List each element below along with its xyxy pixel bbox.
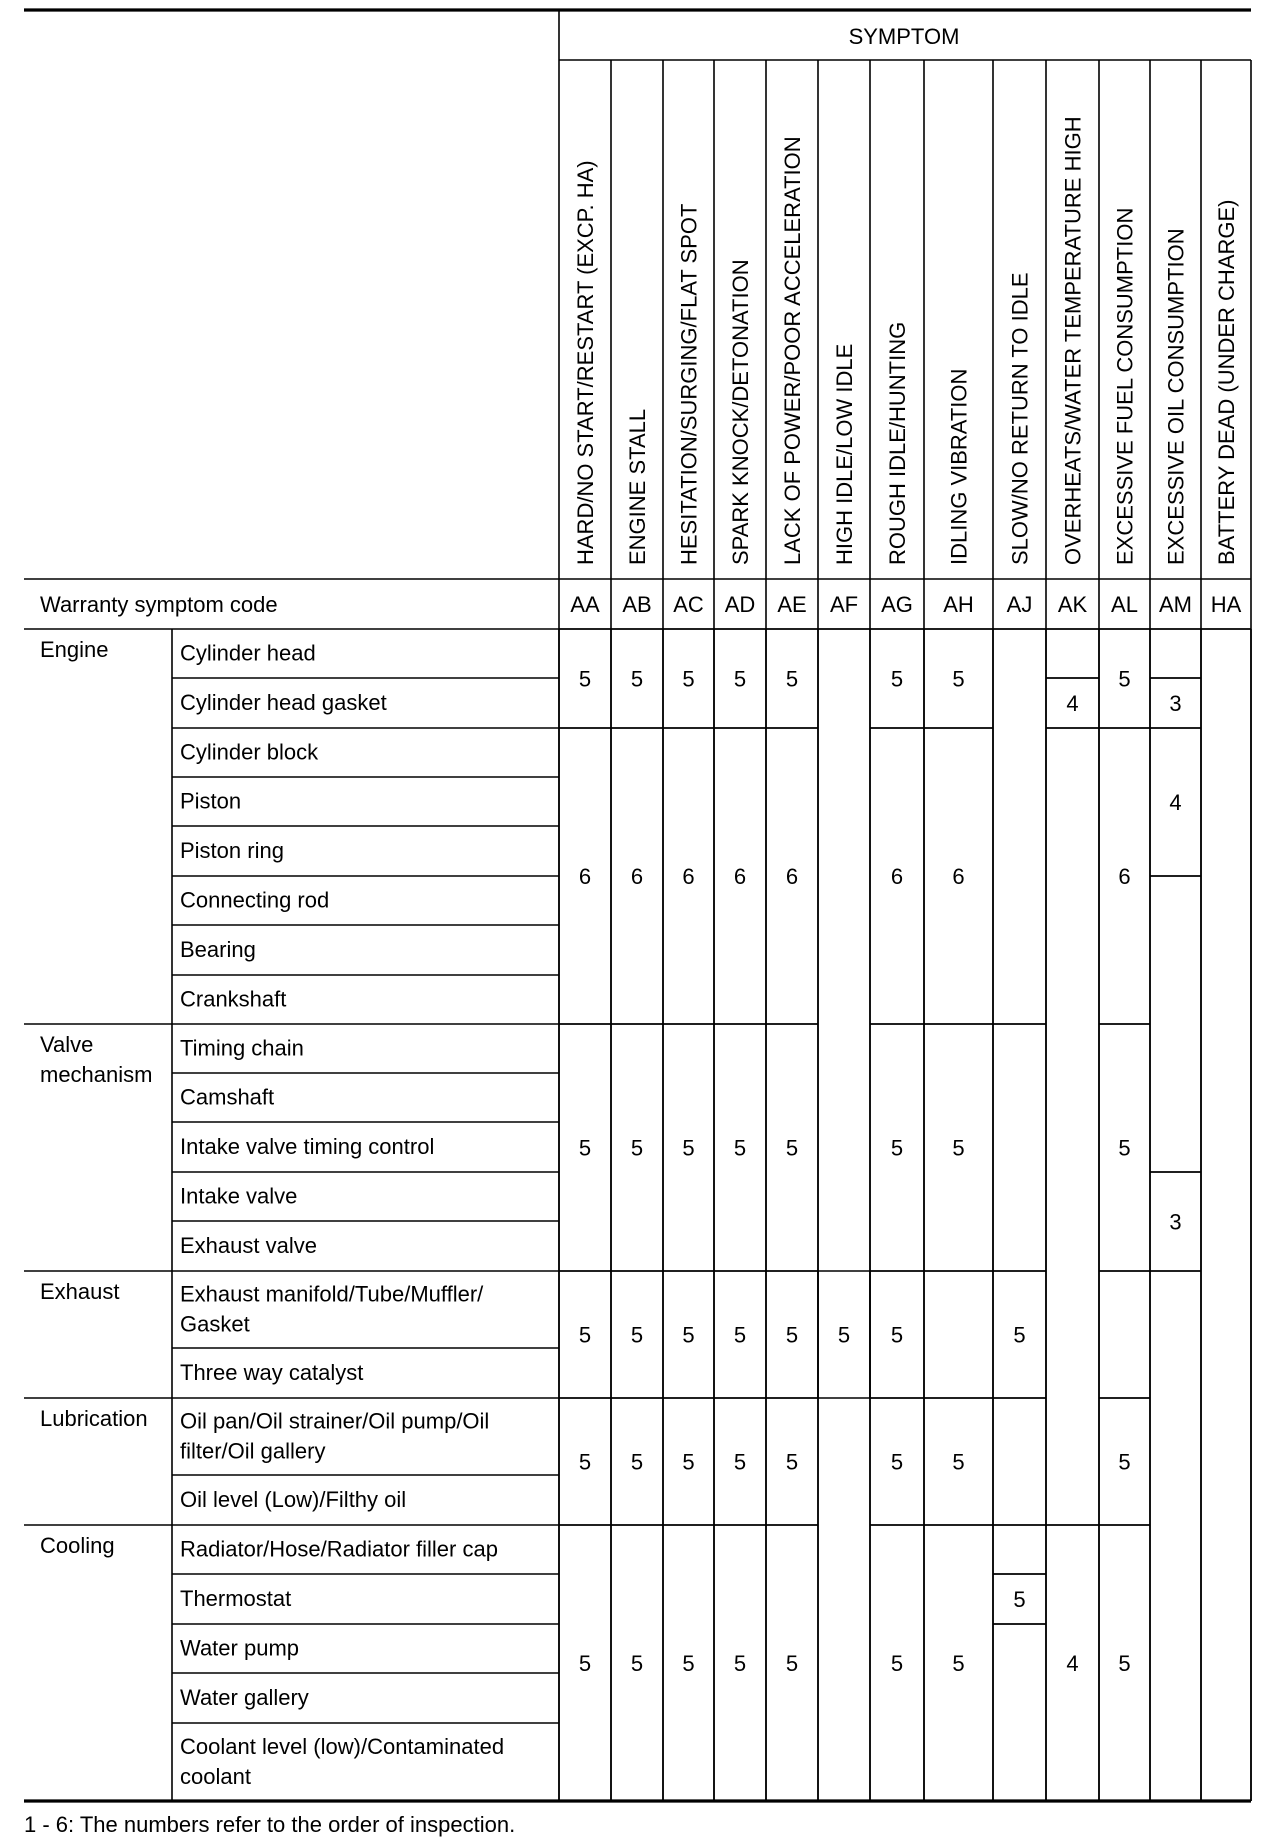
inspection-order-value: 5: [1013, 1322, 1026, 1348]
inspection-order-value: 5: [630, 1651, 644, 1676]
inspection-order-value: 6: [733, 864, 747, 889]
symptom-code: AG: [881, 592, 913, 617]
part-name: Oil pan/Oil strainer/Oil pump/Oil: [180, 1408, 490, 1434]
inspection-order-value: 5: [1118, 666, 1131, 692]
group-name: Engine: [40, 637, 109, 662]
inspection-order-value: 5: [578, 1449, 592, 1475]
part-name: Exhaust manifold/Tube/Muffler/: [180, 1281, 484, 1307]
symptom-label: EXCESSIVE FUEL CONSUMPTION: [1112, 207, 1138, 565]
inspection-order-value: 5: [1013, 1587, 1026, 1612]
inspection-order-value: 5: [578, 1651, 592, 1676]
symptom-code-row: [570, 592, 1241, 617]
inspection-order-value: 5: [952, 1449, 965, 1475]
part-name: filter/Oil gallery: [180, 1438, 326, 1464]
part-name: Three way catalyst: [180, 1360, 364, 1385]
inspection-order-value: 5: [890, 1322, 904, 1348]
inspection-order-value: 5: [785, 1449, 799, 1475]
inspection-order-value: 5: [785, 1651, 799, 1676]
group-name: Cooling: [40, 1533, 115, 1558]
inspection-order-value: 5: [733, 666, 747, 692]
part-name: Water pump: [180, 1635, 300, 1661]
symptom-code: AJ: [1006, 592, 1033, 617]
symptom-label: IDLING VIBRATION: [946, 368, 972, 565]
inspection-order-value: 6: [630, 864, 644, 889]
inspection-order-value: 6: [952, 864, 965, 889]
component-groups: [40, 637, 152, 1558]
inspection-order-value: 5: [578, 1322, 592, 1348]
inspection-order-value: 3: [1169, 1209, 1182, 1235]
group-name: mechanism: [40, 1062, 153, 1087]
inspection-order-value: 5: [952, 666, 965, 692]
group-name: Lubrication: [40, 1406, 148, 1431]
symptom-code: AC: [673, 592, 704, 617]
inspection-order-value: 5: [785, 1135, 799, 1161]
symptom-code: AD: [724, 592, 756, 617]
symptom-code: AM: [1159, 592, 1192, 617]
inspection-order-value: 5: [733, 1449, 747, 1475]
symptom-code: HA: [1210, 592, 1242, 617]
part-name: Thermostat: [180, 1586, 292, 1611]
inspection-order-value: 5: [785, 666, 799, 692]
symptom-code: AL: [1111, 592, 1138, 617]
inspection-order-value: 5: [630, 1135, 644, 1161]
part-name: Bearing: [180, 937, 256, 962]
inspection-order-value: 3: [1169, 691, 1182, 716]
inspection-order-value: 6: [1118, 864, 1131, 889]
part-name: coolant: [180, 1764, 251, 1789]
inspection-order-value: 5: [682, 1322, 695, 1348]
part-name: Piston: [180, 788, 242, 814]
inspection-order-value: 5: [890, 1135, 904, 1161]
inspection-order-value: 5: [682, 1449, 695, 1475]
symptom-label: SPARK KNOCK/DETONATION: [728, 259, 753, 565]
symptom-label: HESITATION/SURGING/FLAT SPOT: [676, 203, 702, 565]
part-name: Connecting rod: [180, 887, 330, 913]
part-name: Water gallery: [180, 1685, 309, 1710]
inspection-order-value: 5: [1118, 1449, 1131, 1475]
symptom-label: ROUGH IDLE/HUNTING: [885, 321, 910, 565]
symptom-label: EXCESSIVE OIL CONSUMPTION: [1163, 228, 1189, 565]
inspection-order-value: 5: [578, 666, 592, 692]
part-name: Radiator/Hose/Radiator filler cap: [180, 1536, 498, 1562]
inspection-order-value: 6: [890, 864, 904, 889]
part-name: Intake valve: [180, 1183, 298, 1209]
inspection-order-value: 5: [952, 1651, 965, 1676]
warranty-code-row-label: Warranty symptom code: [40, 592, 278, 617]
inspection-order-value: 5: [952, 1135, 965, 1161]
part-name: Timing chain: [180, 1035, 304, 1061]
part-name: Intake valve timing control: [180, 1134, 435, 1159]
part-name: Crankshaft: [180, 986, 287, 1012]
symptom-code: AE: [777, 592, 807, 617]
component-parts: [180, 641, 504, 1790]
symptom-label: HIGH IDLE/LOW IDLE: [832, 343, 857, 565]
inspection-order-value: 4: [1066, 1651, 1079, 1676]
inspection-order-value: 5: [630, 666, 644, 692]
symptom-code: AA: [570, 592, 600, 617]
symptom-label: BATTERY DEAD (UNDER CHARGE): [1214, 199, 1239, 565]
part-name: Coolant level (low)/Contaminated: [180, 1734, 505, 1759]
part-name: Cylinder block: [180, 739, 319, 765]
inspection-order-value: 5: [578, 1135, 592, 1161]
inspection-order-value: 4: [1066, 691, 1079, 716]
symptom-code: AK: [1057, 592, 1088, 617]
symptom-code: AF: [829, 592, 859, 617]
inspection-order-value: 5: [1118, 1651, 1131, 1676]
inspection-order-value: 5: [682, 1135, 695, 1161]
part-name: Oil level (Low)/Filthy oil: [180, 1487, 407, 1512]
inspection-order-value: 5: [682, 666, 695, 692]
inspection-order-value: 6: [682, 864, 695, 889]
inspection-order-value: 6: [785, 864, 799, 889]
inspection-order-value: 5: [630, 1449, 644, 1475]
inspection-order-value: 5: [837, 1322, 851, 1348]
symptom-group-header: SYMPTOM: [848, 24, 960, 49]
symptom-column-headers: [573, 116, 1239, 565]
inspection-order-value: 5: [890, 1449, 904, 1475]
group-name: Exhaust: [40, 1279, 120, 1304]
part-name: Cylinder head: [180, 640, 316, 666]
part-name: Gasket: [180, 1311, 250, 1337]
symptom-label: LACK OF POWER/POOR ACCELERATION: [780, 136, 805, 565]
inspection-order-value: 6: [578, 864, 592, 889]
symptom-label: ENGINE STALL: [625, 408, 650, 565]
part-name: Cylinder head gasket: [180, 690, 387, 715]
part-name: Piston ring: [180, 838, 284, 863]
inspection-order-value: 5: [890, 1651, 904, 1676]
group-name: Valve: [40, 1032, 94, 1057]
part-name: Exhaust valve: [180, 1233, 317, 1258]
inspection-order-value: 5: [1118, 1135, 1131, 1161]
inspection-order-value: 5: [682, 1651, 695, 1676]
symptom-label: HARD/NO START/RESTART (EXCP. HA): [573, 160, 598, 565]
inspection-order-value: 5: [733, 1651, 747, 1676]
symptom-label: OVERHEATS/WATER TEMPERATURE HIGH: [1060, 116, 1086, 565]
inspection-order-value: 5: [733, 1135, 747, 1161]
inspection-order-value: 5: [890, 666, 904, 692]
symptom-label: SLOW/NO RETURN TO IDLE: [1007, 272, 1033, 565]
symptom-code: AB: [622, 592, 652, 617]
inspection-order-value: 4: [1169, 790, 1182, 815]
part-name: Camshaft: [180, 1084, 275, 1110]
symptom-code: AH: [943, 592, 974, 617]
inspection-order-value: 5: [785, 1322, 799, 1348]
inspection-order-value: 5: [733, 1322, 747, 1348]
footnote: 1 - 6: The numbers refer to the order of inspection.: [24, 1812, 516, 1837]
inspection-order-value: 5: [630, 1322, 644, 1348]
